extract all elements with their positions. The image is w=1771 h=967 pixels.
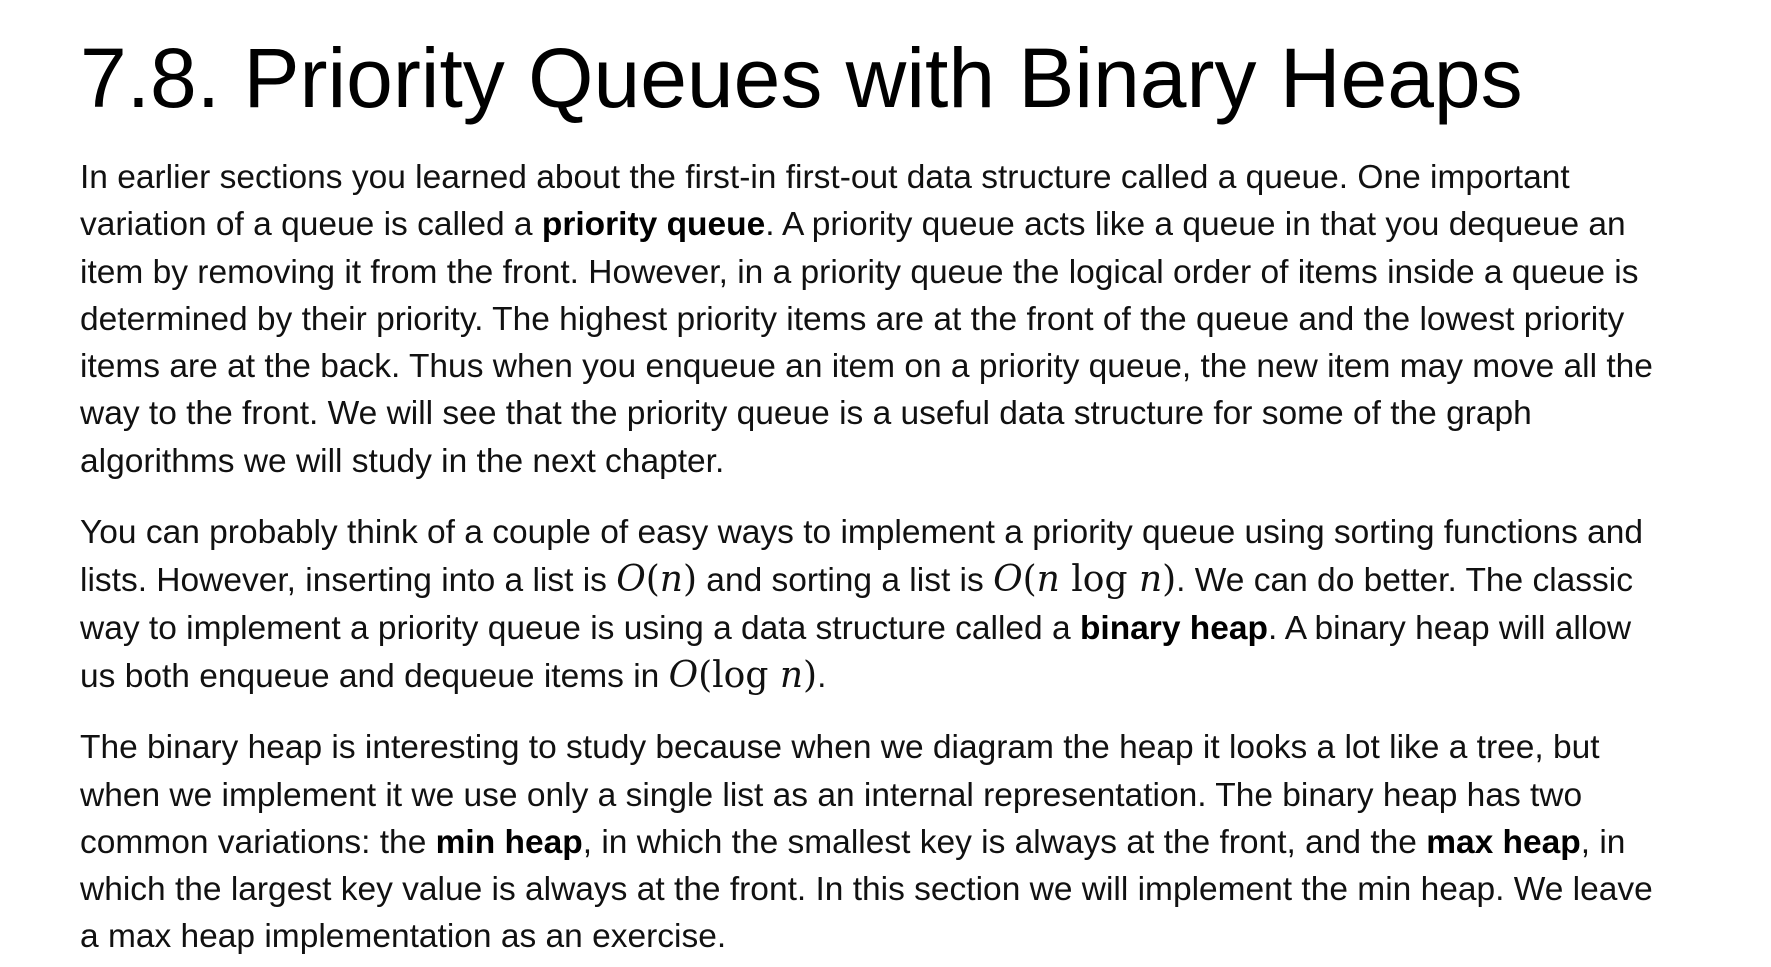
term-binary-heap: binary heap — [1079, 609, 1268, 647]
text-run: variation of a queue is called a — [80, 206, 542, 244]
page-title: 7.8. Priority Queues with Binary Heaps — [80, 31, 1523, 125]
text-run: . — [817, 657, 827, 695]
paragraph-implementation — [80, 509, 1700, 700]
text-run: way to implement a priority queue is using a data structure called a — [80, 609, 1080, 647]
text-run: lists. However, inserting into a list is — [80, 562, 617, 600]
text-run: us both enqueue and dequeue items in — [80, 657, 669, 695]
text-run: . We can do better. The classic — [1176, 562, 1634, 600]
text-line: which the largest key value is always at the front. In this section we will implement the min heap. We leave — [80, 871, 1653, 909]
paragraph-intro — [80, 154, 1700, 485]
text-line — [80, 201, 1700, 248]
term-min-heap: min heap — [435, 823, 583, 861]
text-run: , in which the smallest key is always at the front, and the — [582, 823, 1427, 861]
text-run: common variations: the — [80, 823, 436, 861]
text-run: . A priority queue acts like a queue in that you dequeue an — [765, 206, 1626, 244]
math-o-n-log-n: O(n log n) — [993, 559, 1177, 601]
math-o-log-n: O(log n) — [668, 654, 818, 696]
text-line: way to the front. We will see that the priority queue is a useful data structure for some of the graph — [80, 395, 1532, 433]
text-line: The binary heap is interesting to study because when we diagram the heap it looks a lot like a tree, but — [80, 729, 1600, 767]
text-line — [80, 652, 1700, 700]
term-priority-queue: priority queue — [541, 206, 766, 244]
document-page — [80, 0, 1700, 961]
text-run: and sorting a list is — [697, 562, 994, 600]
text-run: , in — [1580, 823, 1626, 861]
text-line: determined by their priority. The highest priority items are at the front of the queue and the lowest priority — [80, 300, 1625, 338]
text-line: items are at the back. Thus when you enqueue an item on a priority queue, the new item may move all the — [80, 348, 1653, 386]
term-max-heap: max heap — [1426, 823, 1581, 861]
text-run: . A binary heap will allow — [1267, 609, 1632, 647]
text-line: algorithms we will study in the next chapter. — [80, 442, 725, 480]
text-line: item by removing it from the front. However, in a priority queue the logical order of items inside a queue is — [80, 253, 1639, 291]
math-o-n: O(n) — [616, 559, 697, 601]
paragraph-heap-variations — [80, 724, 1700, 960]
text-line — [80, 819, 1700, 866]
text-line — [80, 605, 1700, 652]
text-line: a max heap implementation as an exercise. — [80, 918, 727, 956]
text-line: You can probably think of a couple of easy ways to implement a priority queue using sorting functions and — [80, 514, 1644, 552]
text-line — [80, 556, 1700, 604]
text-line: In earlier sections you learned about the first-in first-out data structure called a queue. One important — [80, 159, 1570, 196]
text-line: when we implement it we use only a single list as an internal representation. The binary heap has two — [80, 776, 1583, 814]
